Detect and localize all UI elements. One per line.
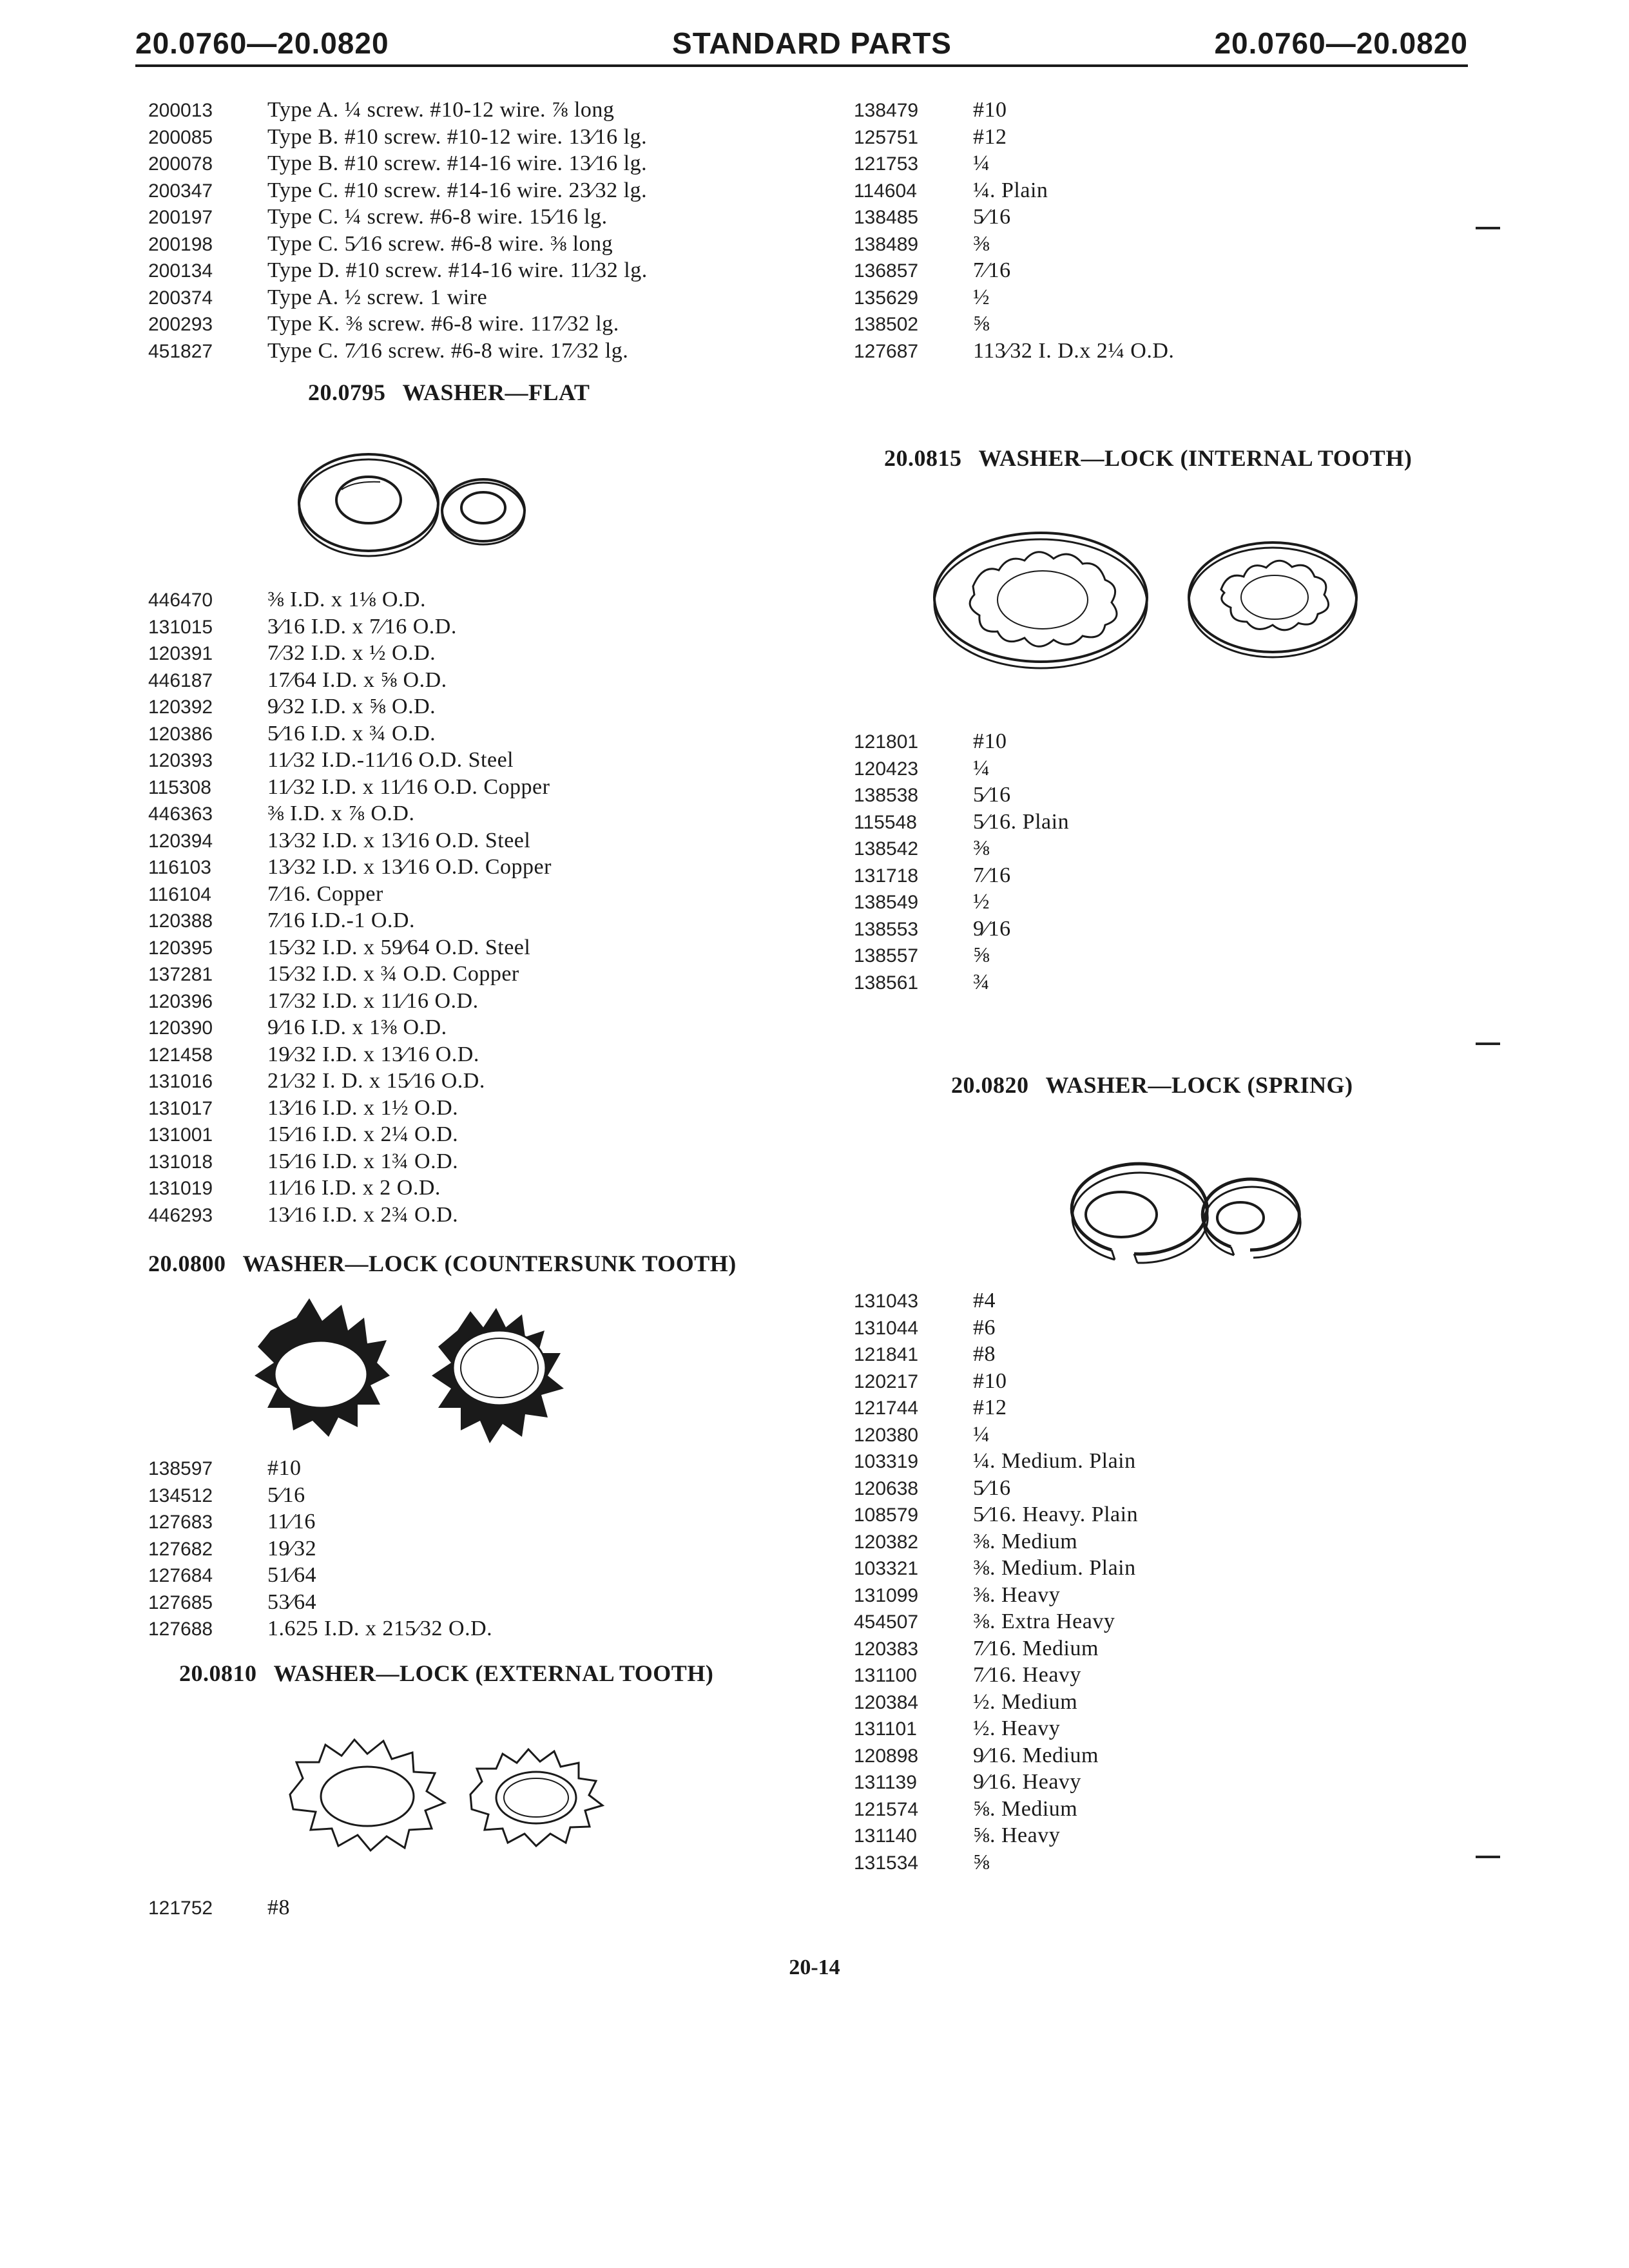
part-row [854, 1394, 1138, 1421]
part-number: 135629 [854, 287, 919, 309]
part-description: 19⁄32 [267, 1536, 317, 1561]
part-description: 7⁄16. Copper [267, 881, 383, 906]
part-description: 5⁄16 I.D. x ¾ O.D. [267, 721, 436, 745]
part-row [148, 988, 552, 1015]
part-description: 17⁄32 I.D. x 11⁄16 O.D. [267, 988, 479, 1013]
section-title: WASHER—LOCK (SPRING) [1045, 1072, 1353, 1098]
part-row [148, 907, 552, 934]
part-number: 120217 [854, 1370, 919, 1392]
part-row [148, 124, 648, 151]
part-number: 131019 [148, 1178, 213, 1199]
part-number: 127683 [148, 1512, 213, 1533]
part-row [854, 284, 1174, 311]
part-description: ⅜. Medium [973, 1529, 1078, 1553]
part-description: 15⁄32 I.D. x ¾ O.D. Copper [267, 962, 519, 986]
part-row [148, 747, 552, 774]
part-description: 7⁄16 [973, 258, 1011, 282]
part-number: 136857 [854, 260, 919, 282]
internal-washer-illustration [928, 525, 1392, 680]
part-row [854, 889, 1069, 916]
part-description: #12 [973, 124, 1007, 149]
part-row [854, 1582, 1138, 1609]
part-number: 121801 [854, 731, 919, 753]
header-left-range: 20.0760—20.0820 [135, 26, 389, 60]
flat-washer-illustration [296, 438, 541, 567]
part-description: ½. Heavy [973, 1716, 1061, 1740]
part-description: #8 [973, 1342, 996, 1366]
part-row [854, 1715, 1138, 1742]
part-row [148, 97, 648, 124]
part-row [148, 1615, 492, 1642]
part-number: 138479 [854, 100, 919, 121]
part-number: 121753 [854, 153, 919, 175]
part-row [148, 881, 552, 908]
part-number: 131534 [854, 1852, 919, 1874]
part-description: #12 [973, 1396, 1007, 1419]
part-number: 120423 [854, 758, 919, 780]
part-number: 138597 [148, 1458, 213, 1479]
part-description: ¾ [973, 970, 990, 994]
part-number: 131718 [854, 865, 919, 887]
part-description: Type D. #10 screw. #14-16 wire. 11⁄32 lg. [267, 258, 648, 282]
part-row [148, 1068, 552, 1095]
part-row [148, 693, 552, 720]
part-description: 11⁄32 I.D.-11⁄16 O.D. Steel [267, 748, 514, 772]
part-row [854, 338, 1174, 365]
part-number: 200197 [148, 207, 213, 228]
part-number: 120393 [148, 750, 213, 771]
part-description: ⅜ [973, 836, 990, 860]
part-row [854, 1742, 1138, 1769]
part-row [854, 942, 1069, 969]
part-description: 5⁄16 [973, 205, 1011, 229]
part-row [148, 257, 648, 284]
part-row [148, 284, 648, 311]
internal-washer-list [854, 728, 1069, 995]
part-description: ⅝ [973, 312, 990, 336]
part-description: 11⁄16 [267, 1510, 316, 1533]
part-description: 13⁄32 I.D. x 13⁄16 O.D. Copper [267, 855, 552, 879]
margin-mark [1476, 1856, 1500, 1858]
part-number: 138557 [854, 945, 919, 966]
part-row [854, 1341, 1138, 1368]
part-number: 131140 [854, 1825, 917, 1847]
part-description: 9⁄16 I.D. x 1⅜ O.D. [267, 1015, 447, 1039]
part-number: 120384 [854, 1691, 919, 1713]
part-description: 53⁄64 [267, 1590, 317, 1614]
part-number: 115548 [854, 811, 917, 833]
part-number: 103321 [854, 1558, 919, 1579]
part-description: 15⁄16 I.D. x 2¼ O.D. [267, 1122, 459, 1146]
part-row [148, 338, 648, 365]
part-row [148, 1148, 552, 1175]
part-row [854, 1796, 1138, 1823]
part-description: Type B. #10 screw. #10-12 wire. 13⁄16 lg. [267, 124, 648, 149]
part-number: 446187 [148, 669, 213, 691]
spring-washer-list [854, 1287, 1138, 1876]
part-row [854, 204, 1174, 231]
external-washer-right-icon [470, 1749, 602, 1846]
part-row [148, 1482, 492, 1509]
part-description: 13⁄16 I.D. x 1½ O.D. [267, 1095, 459, 1120]
part-number: 127688 [148, 1619, 213, 1640]
part-row [148, 1041, 552, 1068]
part-number: 138538 [854, 785, 919, 806]
part-number: 131001 [148, 1124, 213, 1146]
part-number: 120638 [854, 1477, 919, 1499]
part-number: 121744 [854, 1398, 919, 1419]
part-number: 120394 [148, 830, 213, 852]
section-heading-internal [884, 445, 1412, 472]
countersunk-washer-right-icon [432, 1308, 564, 1443]
part-row [854, 124, 1174, 151]
part-number: 131099 [854, 1584, 919, 1606]
section-heading-spring [951, 1072, 1353, 1099]
part-description: 7⁄16. Heavy [973, 1663, 1081, 1687]
part-description: ⅝. Heavy [973, 1823, 1061, 1847]
part-row [148, 231, 648, 258]
part-row [148, 640, 552, 667]
section-number: 20.0795 [308, 380, 386, 405]
part-description: 5⁄16 [973, 783, 1011, 807]
part-row [854, 916, 1069, 943]
part-description: #8 [267, 1896, 290, 1919]
part-description: Type A. ½ screw. 1 wire [267, 285, 488, 309]
part-row [854, 1555, 1138, 1582]
part-description: 51⁄64 [267, 1563, 317, 1587]
part-number: 121752 [148, 1898, 213, 1919]
external-washer-illustration [277, 1733, 638, 1856]
part-description: #10 [973, 729, 1007, 753]
part-row [854, 969, 1069, 996]
part-row [854, 835, 1069, 862]
part-row [854, 1528, 1138, 1555]
part-number: 127684 [148, 1565, 213, 1586]
part-row [148, 774, 552, 801]
part-row [148, 854, 552, 881]
section-number: 20.0810 [179, 1660, 257, 1686]
part-description: ½ [973, 890, 990, 914]
part-row [148, 1562, 492, 1589]
flat-washer-large-icon [299, 454, 438, 556]
part-number: 120388 [148, 910, 213, 932]
part-row [854, 1501, 1138, 1528]
internal-washer-small-icon [1189, 543, 1356, 657]
part-number: 120386 [148, 723, 213, 745]
margin-mark [1476, 1043, 1500, 1045]
spring-washer-large-icon [1072, 1164, 1208, 1263]
part-row [854, 150, 1174, 177]
part-description: 9⁄16. Medium [973, 1743, 1099, 1767]
part-number: 138553 [854, 918, 919, 940]
part-row [148, 720, 552, 747]
spring-washer-illustration [1037, 1160, 1308, 1276]
part-description: 1.625 I.D. x 215⁄32 O.D. [267, 1617, 493, 1640]
part-number: 454507 [854, 1611, 919, 1633]
screw-list [148, 97, 648, 364]
part-number: 115308 [148, 776, 211, 798]
part-number: 200374 [148, 287, 213, 309]
part-description: ⅝ [973, 943, 990, 967]
part-row [148, 1095, 552, 1122]
part-description: ⅝ [973, 1850, 990, 1874]
part-number: 200347 [148, 180, 213, 202]
part-description: ⅜. Medium. Plain [973, 1556, 1136, 1580]
section-title: WASHER—LOCK (INTERNAL TOOTH) [978, 445, 1412, 471]
part-description: 7⁄16 I.D.-1 O.D. [267, 908, 415, 932]
part-description: ⅜ I.D. x 1⅛ O.D. [267, 588, 426, 611]
part-number: 131044 [854, 1317, 919, 1339]
part-number: 127687 [854, 340, 919, 362]
part-number: 125751 [854, 126, 919, 148]
part-number: 120380 [854, 1424, 919, 1446]
part-number: 138502 [854, 314, 919, 335]
part-number: 200078 [148, 153, 213, 175]
part-description: ⅝. Medium [973, 1796, 1078, 1821]
part-number: 138549 [854, 892, 919, 913]
part-row [854, 97, 1174, 124]
margin-mark [1476, 227, 1500, 229]
part-description: ⅜. Extra Heavy [973, 1610, 1115, 1633]
part-row [148, 1202, 552, 1229]
part-number: 121574 [854, 1798, 919, 1820]
part-number: 127685 [148, 1591, 213, 1613]
part-number: 114604 [854, 180, 917, 202]
part-row [854, 782, 1069, 809]
part-description: ⅜ I.D. x ⅞ O.D. [267, 802, 415, 825]
section-title: WASHER—LOCK (EXTERNAL TOOTH) [273, 1660, 714, 1686]
part-row [148, 311, 648, 338]
part-row [148, 204, 648, 231]
part-description: 11⁄16 I.D. x 2 O.D. [267, 1176, 441, 1200]
part-row [148, 667, 552, 694]
part-row [148, 1535, 492, 1562]
part-row [148, 586, 552, 613]
part-description: ¼ [973, 1422, 990, 1446]
part-number: 120391 [148, 643, 213, 664]
part-description: 9⁄16. Heavy [973, 1770, 1081, 1794]
part-description: Type K. ⅜ screw. #6-8 wire. 117⁄32 lg. [267, 312, 619, 336]
part-description: 19⁄32 I.D. x 13⁄16 O.D. [267, 1042, 479, 1066]
part-description: ⅜ [973, 231, 990, 256]
section-number: 20.0800 [148, 1251, 226, 1276]
part-number: 121841 [854, 1344, 919, 1365]
part-row [854, 728, 1069, 755]
countersunk-washer-illustration [245, 1292, 580, 1446]
part-number: 137281 [148, 964, 213, 985]
part-row [854, 1475, 1138, 1502]
part-description: 7⁄32 I.D. x ½ O.D. [267, 641, 436, 665]
part-number: 200013 [148, 100, 213, 121]
part-row [148, 1455, 492, 1482]
part-number: 108579 [854, 1504, 919, 1526]
part-number: 120382 [854, 1531, 919, 1553]
part-number: 131101 [854, 1718, 917, 1740]
part-description: #10 [973, 1369, 1007, 1393]
part-number: 116104 [148, 883, 211, 905]
part-row [148, 1014, 552, 1041]
part-number: 138561 [854, 972, 919, 994]
part-row [854, 177, 1174, 204]
part-description: #6 [973, 1315, 996, 1340]
part-description: 11⁄32 I.D. x 11⁄16 O.D. Copper [267, 774, 550, 799]
part-row [148, 827, 552, 854]
part-description: 5⁄16. Heavy. Plain [973, 1503, 1139, 1526]
part-number: 120898 [854, 1745, 919, 1767]
part-description: ¼. Plain [973, 178, 1048, 202]
part-row [854, 1448, 1138, 1475]
part-description: 13⁄32 I.D. x 13⁄16 O.D. Steel [267, 828, 531, 852]
part-row [854, 1822, 1138, 1849]
flat-washer-small-icon [442, 479, 525, 544]
part-number: 120396 [148, 990, 213, 1012]
part-row [148, 1175, 552, 1202]
part-number: 200293 [148, 314, 213, 335]
part-row [854, 1608, 1138, 1635]
part-row [854, 1849, 1138, 1876]
countersunk-washer-left-icon [255, 1298, 390, 1437]
part-row [148, 1121, 552, 1148]
part-number: 131015 [148, 616, 213, 638]
part-number: 138542 [854, 838, 919, 860]
part-row [148, 800, 552, 827]
part-number: 127682 [148, 1538, 213, 1560]
part-number: 131100 [854, 1665, 917, 1686]
part-number: 131139 [854, 1772, 917, 1793]
part-row [854, 231, 1174, 258]
part-description: ¼ [973, 151, 990, 175]
section-number: 20.0815 [884, 445, 962, 471]
part-row [854, 1689, 1138, 1716]
part-description: Type A. ¼ screw. #10-12 wire. ⅞ long [267, 98, 615, 122]
part-row [854, 862, 1069, 889]
part-description: #10 [973, 98, 1007, 122]
internal-washer-large-icon [934, 533, 1147, 668]
part-number: 200085 [148, 126, 213, 148]
part-number: 103319 [854, 1451, 919, 1472]
part-description: 9⁄32 I.D. x ⅝ O.D. [267, 695, 436, 718]
header-rule [135, 64, 1468, 67]
section-number: 20.0820 [951, 1072, 1029, 1098]
part-number: 138485 [854, 207, 919, 228]
section-title: WASHER—FLAT [402, 380, 590, 405]
section-heading-countersunk [148, 1250, 737, 1277]
part-row [854, 1635, 1138, 1662]
section-title: WASHER—LOCK (COUNTERSUNK TOOTH) [242, 1251, 737, 1276]
section-heading-washer-flat [308, 379, 590, 406]
part-row [854, 1662, 1138, 1689]
part-description: ½. Medium [973, 1689, 1078, 1714]
part-description: Type C. ¼ screw. #6-8 wire. 15⁄16 lg. [267, 205, 608, 229]
part-description: #10 [267, 1456, 302, 1480]
part-number: 120392 [148, 697, 213, 718]
part-number: 120390 [148, 1017, 213, 1039]
external-washer-left-icon [290, 1740, 445, 1850]
part-description: 15⁄16 I.D. x 1¾ O.D. [267, 1149, 459, 1173]
spring-washer-small-icon [1202, 1179, 1300, 1258]
part-number: 116103 [148, 857, 211, 878]
part-number: 134512 [148, 1485, 213, 1506]
part-description: 113⁄32 I. D.x 2¼ O.D. [973, 338, 1175, 363]
part-number: 446293 [148, 1204, 213, 1226]
part-row [854, 257, 1174, 284]
part-description: ¼ [973, 756, 990, 780]
part-row [854, 1314, 1138, 1341]
part-number: 131018 [148, 1151, 213, 1173]
part-description: #4 [973, 1289, 996, 1312]
part-row [854, 755, 1069, 782]
header-right-range: 20.0760—20.0820 [1214, 26, 1468, 60]
part-number: 138489 [854, 233, 919, 255]
part-row [148, 1508, 492, 1535]
part-description: 7⁄16. Medium [973, 1636, 1099, 1660]
part-row [854, 1287, 1138, 1314]
part-description: 9⁄16 [973, 916, 1011, 941]
part-description: Type C. 5⁄16 screw. #6-8 wire. ⅜ long [267, 231, 613, 256]
part-row [148, 961, 552, 988]
section-heading-external [179, 1660, 713, 1687]
part-description: 5⁄16. Plain [973, 809, 1070, 834]
part-number: 451827 [148, 340, 213, 362]
part-description: 5⁄16 [973, 1475, 1011, 1500]
flat-washer-list [148, 586, 552, 1228]
part-number: 131017 [148, 1097, 213, 1119]
part-number: 131016 [148, 1071, 213, 1092]
part-row [854, 311, 1174, 338]
part-row [148, 150, 648, 177]
part-description: ¼. Medium. Plain [973, 1449, 1136, 1473]
part-row [854, 1368, 1138, 1395]
part-description: Type C. 7⁄16 screw. #6-8 wire. 17⁄32 lg. [267, 338, 629, 363]
part-number: 446363 [148, 803, 213, 825]
part-description: Type C. #10 screw. #14-16 wire. 23⁄32 lg. [267, 178, 648, 202]
part-description: ½ [973, 285, 990, 309]
header-title: STANDARD PARTS [672, 26, 952, 60]
part-description: ⅜. Heavy [973, 1582, 1061, 1607]
page-number: 20-14 [789, 1956, 840, 1979]
part-number: 200198 [148, 233, 213, 255]
part-row [148, 1894, 290, 1921]
part-description: 5⁄16 [267, 1483, 305, 1507]
part-row [854, 809, 1069, 836]
part-row [854, 1421, 1138, 1448]
part-row [148, 1589, 492, 1616]
part-row [148, 613, 552, 640]
countersunk-washer-list [148, 1455, 492, 1642]
part-number: 200134 [148, 260, 213, 282]
part-number: 120383 [854, 1638, 919, 1660]
part-number: 446470 [148, 590, 213, 611]
part-description: 7⁄16 [973, 863, 1011, 887]
part-number: 121458 [148, 1044, 213, 1066]
part-number: 120395 [148, 937, 213, 959]
part-description: Type B. #10 screw. #14-16 wire. 13⁄16 lg. [267, 151, 648, 175]
part-row [854, 1769, 1138, 1796]
part-description: 3⁄16 I.D. x 7⁄16 O.D. [267, 614, 457, 639]
part-description: 13⁄16 I.D. x 2¾ O.D. [267, 1202, 459, 1227]
part-description: 17⁄64 I.D. x ⅝ O.D. [267, 668, 447, 692]
part-row [148, 934, 552, 961]
part-description: 21⁄32 I. D. x 15⁄16 O.D. [267, 1069, 485, 1093]
part-number: 131043 [854, 1291, 919, 1312]
external-washer-list [148, 1894, 290, 1921]
part-description: 15⁄32 I.D. x 59⁄64 O.D. Steel [267, 935, 531, 959]
part-row [148, 177, 648, 204]
continued-list [854, 97, 1174, 364]
